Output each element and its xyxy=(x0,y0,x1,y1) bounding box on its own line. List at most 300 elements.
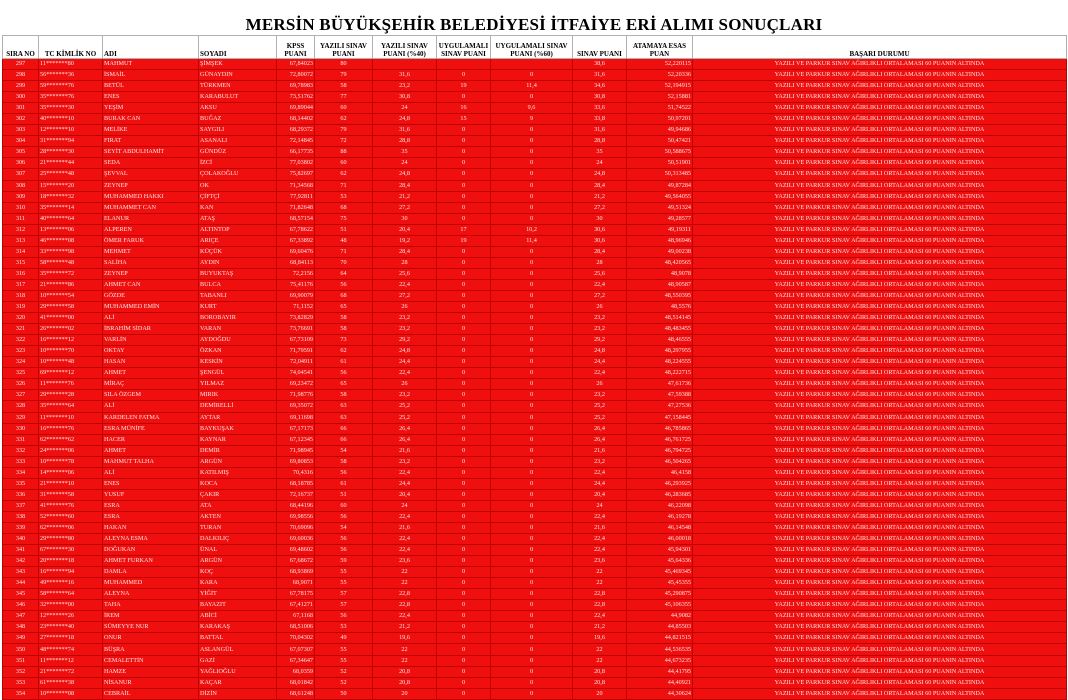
cell-sinav-puani: 20,4 xyxy=(573,489,627,500)
table-row xyxy=(3,644,1067,655)
cell-yazili-40: 22,4 xyxy=(373,534,437,545)
cell-soyadi: ŞENGÜL xyxy=(199,368,277,379)
cell-yazili: 56 xyxy=(315,534,373,545)
cell-uygulamali: 0 xyxy=(437,500,491,511)
cell-uygulamali: 19 xyxy=(437,81,491,92)
cell-sinav-puani: 30,6 xyxy=(573,224,627,235)
cell-uygulamali-60: 0 xyxy=(491,202,573,213)
cell-basari-durumu: YAZILI VE PARKUR SINAV AĞIRLIKLI ORTALAMASI 60 PUANIN ALTINDA xyxy=(693,412,1067,423)
cell-soyadi: TURAN xyxy=(199,522,277,533)
cell-kpss: 72,16737 xyxy=(277,489,315,500)
table-row xyxy=(3,268,1067,279)
cell-sinav-puani: 34,6 xyxy=(573,81,627,92)
cell-basari-durumu: YAZILI VE PARKUR SINAV AĞIRLIKLI ORTALAMASI 60 PUANIN ALTINDA xyxy=(693,622,1067,633)
cell-sira-no: 307 xyxy=(3,169,39,180)
header-uygulamali: UYGULAMALI SINAV PUANI xyxy=(437,36,491,59)
cell-soyadi: ASLANGÜL xyxy=(199,644,277,655)
cell-basari-durumu: YAZILI VE PARKUR SINAV AĞIRLIKLI ORTALAMASI 60 PUANIN ALTINDA xyxy=(693,279,1067,290)
cell-adi: CEMALETTİN xyxy=(103,655,199,666)
cell-basari-durumu: YAZILI VE PARKUR SINAV AĞIRLIKLI ORTALAMASI 60 PUANIN ALTINDA xyxy=(693,213,1067,224)
cell-sira-no: 329 xyxy=(3,412,39,423)
cell-sinav-puani: 30 xyxy=(573,213,627,224)
cell-atama-puani: 46,293925 xyxy=(627,478,693,489)
cell-sinav-puani: 26,4 xyxy=(573,423,627,434)
cell-yazili: 65 xyxy=(315,302,373,313)
cell-atama-puani: 48,550395 xyxy=(627,290,693,301)
cell-atama-puani: 46,794725 xyxy=(627,445,693,456)
cell-uygulamali: 16 xyxy=(437,103,491,114)
cell-adi: BURAK CAN xyxy=(103,114,199,125)
cell-sira-no: 315 xyxy=(3,257,39,268)
cell-uygulamali: 0 xyxy=(437,578,491,589)
cell-soyadi: KOÇ xyxy=(199,567,277,578)
cell-tc-kimlik: 26*******02 xyxy=(39,324,103,335)
table-row xyxy=(3,136,1067,147)
cell-soyadi: KARAKAŞ xyxy=(199,622,277,633)
cell-atama-puani: 49,94686 xyxy=(627,125,693,136)
cell-atama-puani: 46,22098 xyxy=(627,500,693,511)
cell-uygulamali-60: 0 xyxy=(491,622,573,633)
cell-kpss: 68,57154 xyxy=(277,213,315,224)
cell-atama-puani: 48,297955 xyxy=(627,346,693,357)
cell-yazili-40: 20,8 xyxy=(373,666,437,677)
cell-sinav-puani: 30,6 xyxy=(573,235,627,246)
cell-sinav-puani: 25,2 xyxy=(573,412,627,423)
cell-sinav-puani: 28 xyxy=(573,257,627,268)
cell-tc-kimlik: 23*******40 xyxy=(39,622,103,633)
cell-sira-no: 354 xyxy=(3,688,39,699)
cell-basari-durumu: YAZILI VE PARKUR SINAV AĞIRLIKLI ORTALAMASI 60 PUANIN ALTINDA xyxy=(693,235,1067,246)
cell-kpss: 67,73109 xyxy=(277,335,315,346)
cell-adi: İREM xyxy=(103,611,199,622)
cell-yazili: 51 xyxy=(315,489,373,500)
cell-kpss: 72,80072 xyxy=(277,70,315,81)
cell-uygulamali-60: 0 xyxy=(491,556,573,567)
cell-soyadi: KARABULUT xyxy=(199,92,277,103)
cell-yazili-40 xyxy=(373,59,437,70)
cell-uygulamali: 0 xyxy=(437,346,491,357)
cell-sinav-puani: 22,8 xyxy=(573,589,627,600)
table-row xyxy=(3,180,1067,191)
cell-uygulamali: 0 xyxy=(437,92,491,103)
cell-adi: İSMAİL xyxy=(103,70,199,81)
cell-basari-durumu: YAZILI VE PARKUR SINAV AĞIRLIKLI ORTALAMASI 60 PUANIN ALTINDA xyxy=(693,290,1067,301)
table-row xyxy=(3,456,1067,467)
cell-yazili: 62 xyxy=(315,114,373,125)
cell-tc-kimlik: 10*******70 xyxy=(39,346,103,357)
cell-yazili-40: 30 xyxy=(373,213,437,224)
results-table xyxy=(2,35,1067,700)
cell-adi: DAMLA xyxy=(103,567,199,578)
cell-tc-kimlik: 21*******44 xyxy=(39,158,103,169)
cell-basari-durumu: YAZILI VE PARKUR SINAV AĞIRLIKLI ORTALAMASI 60 PUANIN ALTINDA xyxy=(693,401,1067,412)
cell-basari-durumu: YAZILI VE PARKUR SINAV AĞIRLIKLI ORTALAMASI 60 PUANIN ALTINDA xyxy=(693,379,1067,390)
cell-uygulamali-60: 0 xyxy=(491,125,573,136)
cell-kpss: 67,1168 xyxy=(277,611,315,622)
header-soyadi: SOYADI xyxy=(199,36,277,59)
cell-tc-kimlik: 10*******78 xyxy=(39,456,103,467)
cell-uygulamali: 0 xyxy=(437,125,491,136)
cell-adi: ONUR xyxy=(103,633,199,644)
cell-uygulamali-60: 9,6 xyxy=(491,103,573,114)
cell-uygulamali: 0 xyxy=(437,70,491,81)
cell-adi: AHMET CAN xyxy=(103,279,199,290)
cell-adi: KARDELEN FATMA xyxy=(103,412,199,423)
cell-sinav-puani: 25,2 xyxy=(573,401,627,412)
cell-basari-durumu: YAZILI VE PARKUR SINAV AĞIRLIKLI ORTALAMASI 60 PUANIN ALTINDA xyxy=(693,522,1067,533)
cell-uygulamali-60: 0 xyxy=(491,335,573,346)
cell-sinav-puani: 38,6 xyxy=(573,59,627,70)
cell-adi: ALİ xyxy=(103,467,199,478)
cell-yazili: 49 xyxy=(315,633,373,644)
cell-uygulamali: 0 xyxy=(437,534,491,545)
cell-atama-puani: 51,74522 xyxy=(627,103,693,114)
header-uygulamali-60: UYGULAMALI SINAV PUANI (%60) xyxy=(491,36,573,59)
cell-basari-durumu: YAZILI VE PARKUR SINAV AĞIRLIKLI ORTALAMASI 60 PUANIN ALTINDA xyxy=(693,70,1067,81)
cell-yazili-40: 21,2 xyxy=(373,622,437,633)
cell-yazili-40: 22,4 xyxy=(373,545,437,556)
cell-soyadi: AKTEN xyxy=(199,511,277,522)
table-row xyxy=(3,445,1067,456)
page-title: MERSİN BÜYÜKŞEHİR BELEDİYESİ İTFAİYE ERİ ALIMI SONUÇLARI xyxy=(245,15,823,34)
cell-tc-kimlik: 48*******74 xyxy=(39,644,103,655)
cell-soyadi: GAZİ xyxy=(199,655,277,666)
cell-yazili: 65 xyxy=(315,379,373,390)
cell-atama-puani: 45,94301 xyxy=(627,545,693,556)
cell-atama-puani: 46,00018 xyxy=(627,534,693,545)
table-row xyxy=(3,346,1067,357)
cell-yazili-40: 25,6 xyxy=(373,268,437,279)
cell-basari-durumu: YAZILI VE PARKUR SINAV AĞIRLIKLI ORTALAMASI 60 PUANIN ALTINDA xyxy=(693,246,1067,257)
cell-atama-puani: 48,222715 xyxy=(627,368,693,379)
cell-tc-kimlik: 58*******48 xyxy=(39,257,103,268)
table-row xyxy=(3,600,1067,611)
cell-sira-no: 309 xyxy=(3,191,39,202)
cell-tc-kimlik: 69*******12 xyxy=(39,368,103,379)
cell-tc-kimlik: 10*******08 xyxy=(39,688,103,699)
cell-uygulamali: 0 xyxy=(437,390,491,401)
cell-sira-no: 312 xyxy=(3,224,39,235)
cell-kpss: 68,29372 xyxy=(277,125,315,136)
cell-uygulamali-60: 0 xyxy=(491,279,573,290)
cell-kpss: 67,78175 xyxy=(277,589,315,600)
cell-tc-kimlik: 20*******18 xyxy=(39,556,103,567)
cell-tc-kimlik: 29*******58 xyxy=(39,302,103,313)
cell-tc-kimlik: 35*******72 xyxy=(39,268,103,279)
cell-uygulamali: 0 xyxy=(437,622,491,633)
cell-sira-no: 351 xyxy=(3,655,39,666)
cell-basari-durumu: YAZILI VE PARKUR SINAV AĞIRLIKLI ORTALAMASI 60 PUANIN ALTINDA xyxy=(693,158,1067,169)
cell-sinav-puani: 31,6 xyxy=(573,70,627,81)
cell-sinav-puani: 24 xyxy=(573,500,627,511)
table-row xyxy=(3,500,1067,511)
cell-basari-durumu: YAZILI VE PARKUR SINAV AĞIRLIKLI ORTALAMASI 60 PUANIN ALTINDA xyxy=(693,688,1067,699)
cell-kpss: 68,0359 xyxy=(277,666,315,677)
cell-soyadi: KARA xyxy=(199,578,277,589)
cell-uygulamali-60: 0 xyxy=(491,522,573,533)
cell-yazili-40: 20,4 xyxy=(373,224,437,235)
cell-basari-durumu: YAZILI VE PARKUR SINAV AĞIRLIKLI ORTALAMASI 60 PUANIN ALTINDA xyxy=(693,534,1067,545)
cell-atama-puani: 44,40921 xyxy=(627,677,693,688)
cell-atama-puani: 45,469345 xyxy=(627,567,693,578)
cell-sira-no: 305 xyxy=(3,147,39,158)
cell-kpss: 75,82697 xyxy=(277,169,315,180)
cell-sinav-puani: 30,8 xyxy=(573,92,627,103)
cell-uygulamali-60: 0 xyxy=(491,423,573,434)
cell-adi: FIRAT xyxy=(103,136,199,147)
cell-atama-puani: 49,00238 xyxy=(627,246,693,257)
cell-basari-durumu: YAZILI VE PARKUR SINAV AĞIRLIKLI ORTALAMASI 60 PUANIN ALTINDA xyxy=(693,114,1067,125)
cell-uygulamali: 0 xyxy=(437,467,491,478)
cell-soyadi: BULCA xyxy=(199,279,277,290)
cell-uygulamali: 0 xyxy=(437,279,491,290)
cell-adi: SEDA xyxy=(103,158,199,169)
cell-uygulamali: 0 xyxy=(437,401,491,412)
cell-tc-kimlik: 35*******30 xyxy=(39,103,103,114)
cell-yazili: 75 xyxy=(315,213,373,224)
cell-yazili: 60 xyxy=(315,103,373,114)
cell-sinav-puani: 24,8 xyxy=(573,346,627,357)
cell-tc-kimlik: 27*******18 xyxy=(39,633,103,644)
cell-basari-durumu: YAZILI VE PARKUR SINAV AĞIRLIKLI ORTALAMASI 60 PUANIN ALTINDA xyxy=(693,611,1067,622)
cell-sira-no: 320 xyxy=(3,313,39,324)
table-row xyxy=(3,368,1067,379)
cell-tc-kimlik: 10*******54 xyxy=(39,290,103,301)
cell-tc-kimlik: 16*******94 xyxy=(39,567,103,578)
table-row xyxy=(3,235,1067,246)
cell-kpss: 72,04911 xyxy=(277,357,315,368)
cell-uygulamali-60: 0 xyxy=(491,578,573,589)
cell-kpss: 67,41271 xyxy=(277,600,315,611)
cell-uygulamali-60: 0 xyxy=(491,467,573,478)
cell-yazili: 79 xyxy=(315,125,373,136)
cell-sira-no: 300 xyxy=(3,92,39,103)
cell-uygulamali-60: 0 xyxy=(491,357,573,368)
cell-sinav-puani: 31,6 xyxy=(573,125,627,136)
cell-adi: HAKAN xyxy=(103,522,199,533)
cell-kpss: 71,98945 xyxy=(277,445,315,456)
cell-uygulamali: 0 xyxy=(437,335,491,346)
cell-kpss: 73,82829 xyxy=(277,313,315,324)
cell-yazili: 58 xyxy=(315,324,373,335)
cell-basari-durumu: YAZILI VE PARKUR SINAV AĞIRLIKLI ORTALAMASI 60 PUANIN ALTINDA xyxy=(693,578,1067,589)
cell-uygulamali-60: 0 xyxy=(491,390,573,401)
cell-yazili: 79 xyxy=(315,70,373,81)
cell-tc-kimlik: 52*******60 xyxy=(39,511,103,522)
cell-yazili: 61 xyxy=(315,478,373,489)
cell-basari-durumu: YAZILI VE PARKUR SINAV AĞIRLIKLI ORTALAMASI 60 PUANIN ALTINDA xyxy=(693,677,1067,688)
cell-yazili-40: 24,8 xyxy=(373,114,437,125)
cell-yazili-40: 21,6 xyxy=(373,522,437,533)
cell-basari-durumu: YAZILI VE PARKUR SINAV AĞIRLIKLI ORTALAMASI 60 PUANIN ALTINDA xyxy=(693,368,1067,379)
cell-atama-puani: 52,220115 xyxy=(627,59,693,70)
cell-tc-kimlik: 41*******76 xyxy=(39,500,103,511)
cell-soyadi: OK xyxy=(199,180,277,191)
cell-uygulamali: 0 xyxy=(437,589,491,600)
cell-atama-puani: 45,45355 xyxy=(627,578,693,589)
cell-uygulamali-60: 0 xyxy=(491,368,573,379)
cell-kpss: 70,4316 xyxy=(277,467,315,478)
cell-yazili: 56 xyxy=(315,368,373,379)
cell-adi: ESRA xyxy=(103,511,199,522)
cell-uygulamali: 0 xyxy=(437,644,491,655)
cell-atama-puani: 48,483455 xyxy=(627,324,693,335)
cell-yazili-40: 23,2 xyxy=(373,81,437,92)
cell-soyadi: KAYNAR xyxy=(199,434,277,445)
cell-kpss: 72,14845 xyxy=(277,136,315,147)
cell-soyadi: SAYGILI xyxy=(199,125,277,136)
cell-basari-durumu: YAZILI VE PARKUR SINAV AĞIRLIKLI ORTALAMASI 60 PUANIN ALTINDA xyxy=(693,346,1067,357)
cell-atama-puani: 48,224555 xyxy=(627,357,693,368)
cell-sira-no: 326 xyxy=(3,379,39,390)
cell-yazili-40: 24,4 xyxy=(373,357,437,368)
cell-uygulamali-60: 0 xyxy=(491,545,573,556)
cell-sira-no: 311 xyxy=(3,213,39,224)
cell-basari-durumu: YAZILI VE PARKUR SINAV AĞIRLIKLI ORTALAMASI 60 PUANIN ALTINDA xyxy=(693,478,1067,489)
cell-sinav-puani: 22,4 xyxy=(573,279,627,290)
cell-uygulamali: 0 xyxy=(437,257,491,268)
cell-sinav-puani: 28,4 xyxy=(573,246,627,257)
cell-uygulamali: 0 xyxy=(437,290,491,301)
cell-uygulamali-60: 0 xyxy=(491,478,573,489)
cell-tc-kimlik: 11*******12 xyxy=(39,655,103,666)
cell-yazili: 54 xyxy=(315,445,373,456)
cell-adi: ALİ xyxy=(103,401,199,412)
cell-tc-kimlik: 16*******12 xyxy=(39,335,103,346)
table-row xyxy=(3,511,1067,522)
cell-sira-no: 319 xyxy=(3,302,39,313)
cell-soyadi: VARAN xyxy=(199,324,277,335)
cell-adi: CEBRAİL xyxy=(103,688,199,699)
cell-sira-no: 334 xyxy=(3,467,39,478)
cell-soyadi: DEMİRELLİ xyxy=(199,401,277,412)
cell-yazili-40: 24 xyxy=(373,158,437,169)
cell-tc-kimlik: 14*******06 xyxy=(39,467,103,478)
cell-sira-no: 350 xyxy=(3,644,39,655)
cell-soyadi: YAĞLIOĞLU xyxy=(199,666,277,677)
cell-soyadi: BAYKUŞAK xyxy=(199,423,277,434)
cell-uygulamali: 0 xyxy=(437,434,491,445)
cell-sira-no: 302 xyxy=(3,114,39,125)
cell-uygulamali-60: 0 xyxy=(491,600,573,611)
cell-sira-no: 343 xyxy=(3,567,39,578)
cell-yazili-40: 19,6 xyxy=(373,633,437,644)
cell-yazili-40: 19,2 xyxy=(373,235,437,246)
cell-soyadi: TÜRKMEN xyxy=(199,81,277,92)
cell-kpss: 70,69096 xyxy=(277,522,315,533)
table-row xyxy=(3,313,1067,324)
table-row xyxy=(3,545,1067,556)
cell-kpss: 69,60476 xyxy=(277,246,315,257)
table-row xyxy=(3,290,1067,301)
cell-sinav-puani: 23,2 xyxy=(573,390,627,401)
cell-atama-puani: 52,15881 xyxy=(627,92,693,103)
table-row xyxy=(3,202,1067,213)
cell-kpss: 77,03802 xyxy=(277,158,315,169)
cell-tc-kimlik: 56*******36 xyxy=(39,70,103,81)
cell-tc-kimlik: 35*******14 xyxy=(39,202,103,213)
cell-sinav-puani: 21,2 xyxy=(573,622,627,633)
cell-kpss: 69,23472 xyxy=(277,379,315,390)
cell-soyadi: ÜNAL xyxy=(199,545,277,556)
cell-sinav-puani: 26,4 xyxy=(573,434,627,445)
cell-sinav-puani: 23,2 xyxy=(573,456,627,467)
cell-atama-puani: 50,588675 xyxy=(627,147,693,158)
table-row xyxy=(3,224,1067,235)
cell-yazili: 80 xyxy=(315,59,373,70)
cell-uygulamali-60: 0 xyxy=(491,246,573,257)
cell-sira-no: 336 xyxy=(3,489,39,500)
cell-uygulamali-60: 0 xyxy=(491,434,573,445)
cell-uygulamali-60: 0 xyxy=(491,346,573,357)
cell-kpss: 72,2156 xyxy=(277,268,315,279)
cell-basari-durumu: YAZILI VE PARKUR SINAV AĞIRLIKLI ORTALAMASI 60 PUANIN ALTINDA xyxy=(693,125,1067,136)
cell-sira-no: 325 xyxy=(3,368,39,379)
cell-basari-durumu: YAZILI VE PARKUR SINAV AĞIRLIKLI ORTALAMASI 60 PUANIN ALTINDA xyxy=(693,423,1067,434)
cell-kpss: 68,61248 xyxy=(277,688,315,699)
cell-atama-puani: 48,514145 xyxy=(627,313,693,324)
cell-uygulamali-60: 0 xyxy=(491,180,573,191)
cell-atama-puani: 46,14548 xyxy=(627,522,693,533)
table-row xyxy=(3,335,1067,346)
cell-sira-no: 335 xyxy=(3,478,39,489)
table-row xyxy=(3,390,1067,401)
cell-yazili-40: 27,2 xyxy=(373,202,437,213)
cell-tc-kimlik: 41*******00 xyxy=(39,313,103,324)
cell-sira-no: 298 xyxy=(3,70,39,81)
cell-sira-no: 321 xyxy=(3,324,39,335)
cell-sinav-puani: 22,4 xyxy=(573,534,627,545)
cell-yazili-40: 21,6 xyxy=(373,445,437,456)
header-kpss: KPSS PUANI xyxy=(277,36,315,59)
table-row xyxy=(3,70,1067,81)
cell-adi: MUHAMMED xyxy=(103,578,199,589)
cell-atama-puani: 47,27536 xyxy=(627,401,693,412)
cell-yazili: 62 xyxy=(315,169,373,180)
cell-basari-durumu: YAZILI VE PARKUR SINAV AĞIRLIKLI ORTALAMASI 60 PUANIN ALTINDA xyxy=(693,202,1067,213)
cell-uygulamali-60: 0 xyxy=(491,489,573,500)
cell-yazili: 55 xyxy=(315,644,373,655)
cell-soyadi: KOCA xyxy=(199,478,277,489)
cell-yazili-40: 23,2 xyxy=(373,324,437,335)
cell-uygulamali: 0 xyxy=(437,169,491,180)
cell-uygulamali: 0 xyxy=(437,511,491,522)
cell-tc-kimlik: 62*******06 xyxy=(39,522,103,533)
cell-adi: MUHAMMED EMİN xyxy=(103,302,199,313)
cell-basari-durumu: YAZILI VE PARKUR SINAV AĞIRLIKLI ORTALAMASI 60 PUANIN ALTINDA xyxy=(693,600,1067,611)
cell-sira-no: 331 xyxy=(3,434,39,445)
cell-atama-puani: 52,20336 xyxy=(627,70,693,81)
header-yazili-40: YAZILI SINAV PUANI (%40) xyxy=(373,36,437,59)
cell-sinav-puani: 23,2 xyxy=(573,313,627,324)
cell-yazili: 63 xyxy=(315,412,373,423)
cell-yazili: 62 xyxy=(315,346,373,357)
cell-soyadi: GÜNDÜZ xyxy=(199,147,277,158)
table-row xyxy=(3,302,1067,313)
cell-uygulamali: 0 xyxy=(437,246,491,257)
cell-kpss: 74,04541 xyxy=(277,368,315,379)
cell-basari-durumu: YAZILI VE PARKUR SINAV AĞIRLIKLI ORTALAMASI 60 PUANIN ALTINDA xyxy=(693,191,1067,202)
cell-tc-kimlik: 12*******10 xyxy=(39,125,103,136)
cell-basari-durumu: YAZILI VE PARKUR SINAV AĞIRLIKLI ORTALAMASI 60 PUANIN ALTINDA xyxy=(693,302,1067,313)
cell-atama-puani: 44,821515 xyxy=(627,633,693,644)
cell-basari-durumu: YAZILI VE PARKUR SINAV AĞIRLIKLI ORTALAMASI 60 PUANIN ALTINDA xyxy=(693,644,1067,655)
cell-kpss: 68,84113 xyxy=(277,257,315,268)
cell-tc-kimlik: 31*******58 xyxy=(39,489,103,500)
cell-yazili: 55 xyxy=(315,567,373,578)
cell-basari-durumu: YAZILI VE PARKUR SINAV AĞIRLIKLI ORTALAMASI 60 PUANIN ALTINDA xyxy=(693,434,1067,445)
cell-kpss: 70,04302 xyxy=(277,633,315,644)
